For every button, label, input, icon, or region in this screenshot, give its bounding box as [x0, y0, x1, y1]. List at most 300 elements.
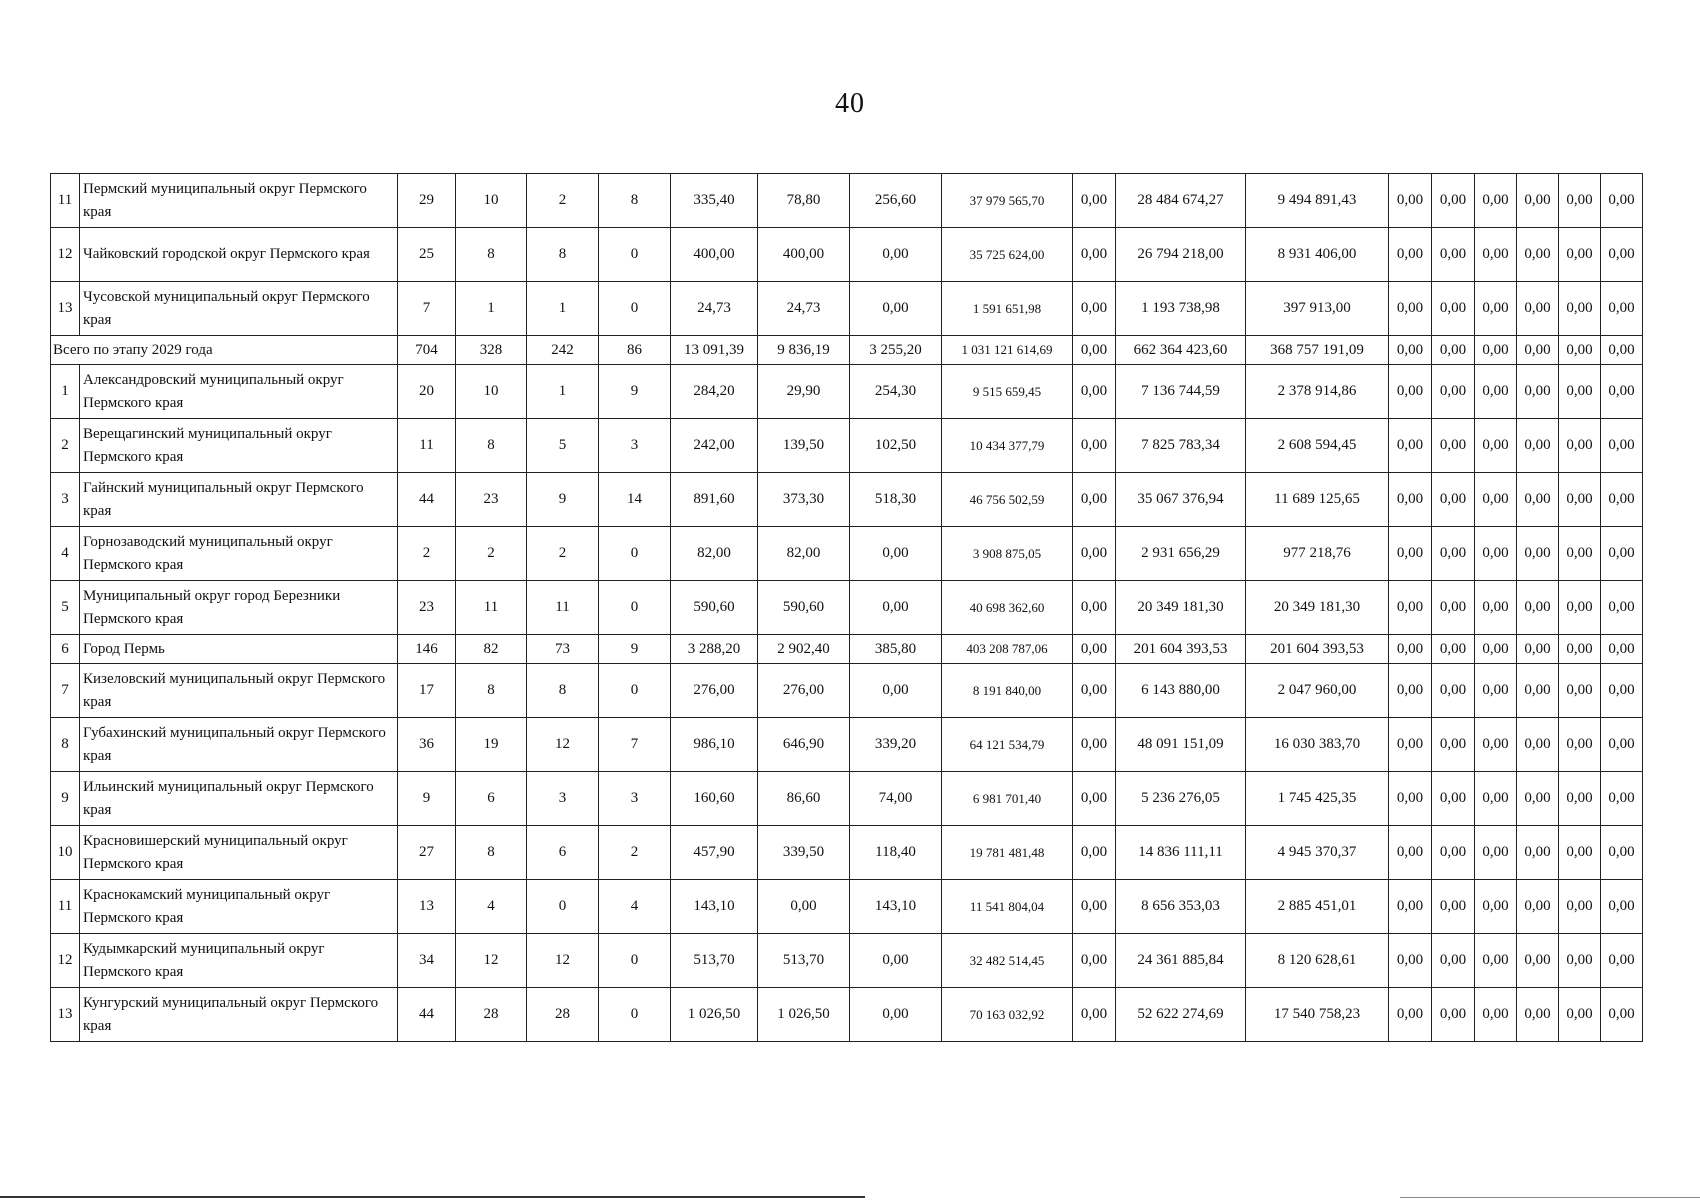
value-cell: 78,80 — [758, 174, 850, 228]
total-cost-cell: 3 908 875,05 — [942, 527, 1073, 581]
zero-value-cell: 0,00 — [1389, 988, 1432, 1042]
value-cell: 1 — [456, 282, 527, 336]
zero-value-cell: 0,00 — [1559, 365, 1601, 419]
value-cell: 9 — [599, 365, 671, 419]
zero-value-cell: 0,00 — [1475, 527, 1517, 581]
table-row — [51, 581, 1643, 635]
value-cell: 13 — [398, 880, 456, 934]
value-cell: 8 — [456, 228, 527, 282]
value-cell: 48 091 151,09 — [1116, 718, 1246, 772]
zero-value-cell: 0,00 — [1517, 336, 1559, 365]
municipality-name-cell: Красновишерский муниципальный округ Пермского края — [80, 826, 398, 880]
value-cell: 276,00 — [758, 664, 850, 718]
zero-value-cell: 0,00 — [1517, 228, 1559, 282]
zero-value-cell: 0,00 — [1601, 365, 1643, 419]
value-cell: 23 — [398, 581, 456, 635]
zero-value-cell: 0,00 — [1475, 880, 1517, 934]
zero-value-cell: 0,00 — [1432, 527, 1475, 581]
municipality-name-cell: Муниципальный округ город Березники Пермского края — [80, 581, 398, 635]
value-cell: 11 — [456, 581, 527, 635]
value-cell: 0 — [599, 282, 671, 336]
value-cell: 201 604 393,53 — [1116, 635, 1246, 664]
value-cell: 0,00 — [1073, 826, 1116, 880]
zero-value-cell: 0,00 — [1389, 880, 1432, 934]
value-cell: 2 902,40 — [758, 635, 850, 664]
zero-value-cell: 0,00 — [1601, 527, 1643, 581]
value-cell: 0,00 — [1073, 473, 1116, 527]
zero-value-cell: 0,00 — [1559, 880, 1601, 934]
zero-value-cell: 0,00 — [1389, 419, 1432, 473]
value-cell: 2 — [527, 174, 599, 228]
value-cell: 8 — [456, 664, 527, 718]
total-cost-cell: 403 208 787,06 — [942, 635, 1073, 664]
zero-value-cell: 0,00 — [1601, 934, 1643, 988]
total-cost-cell: 10 434 377,79 — [942, 419, 1073, 473]
table-row — [51, 473, 1643, 527]
zero-value-cell: 0,00 — [1601, 228, 1643, 282]
zero-value-cell: 0,00 — [1517, 365, 1559, 419]
total-cost-cell: 19 781 481,48 — [942, 826, 1073, 880]
value-cell: 0 — [599, 934, 671, 988]
zero-value-cell: 0,00 — [1475, 419, 1517, 473]
zero-value-cell: 0,00 — [1475, 826, 1517, 880]
municipality-name-cell: Верещагинский муниципальный округ Пермского края — [80, 419, 398, 473]
zero-value-cell: 0,00 — [1475, 174, 1517, 228]
zero-value-cell: 0,00 — [1559, 988, 1601, 1042]
zero-value-cell: 0,00 — [1475, 635, 1517, 664]
value-cell: 2 047 960,00 — [1246, 664, 1389, 718]
value-cell: 0,00 — [1073, 365, 1116, 419]
value-cell: 385,80 — [850, 635, 942, 664]
value-cell: 23 — [456, 473, 527, 527]
zero-value-cell: 0,00 — [1432, 664, 1475, 718]
total-cost-cell: 1 591 651,98 — [942, 282, 1073, 336]
table-row — [51, 635, 1643, 664]
zero-value-cell: 0,00 — [1432, 635, 1475, 664]
zero-value-cell: 0,00 — [1432, 772, 1475, 826]
value-cell: 102,50 — [850, 419, 942, 473]
zero-value-cell: 0,00 — [1517, 718, 1559, 772]
value-cell: 9 — [398, 772, 456, 826]
zero-value-cell: 0,00 — [1601, 635, 1643, 664]
table-row — [51, 419, 1643, 473]
zero-value-cell: 0,00 — [1475, 336, 1517, 365]
value-cell: 8 656 353,03 — [1116, 880, 1246, 934]
row-number-cell: 13 — [51, 988, 80, 1042]
zero-value-cell: 0,00 — [1601, 336, 1643, 365]
value-cell: 8 — [456, 826, 527, 880]
value-cell: 9 836,19 — [758, 336, 850, 365]
value-cell: 0,00 — [758, 880, 850, 934]
value-cell: 1 745 425,35 — [1246, 772, 1389, 826]
value-cell: 254,30 — [850, 365, 942, 419]
row-number-cell: 5 — [51, 581, 80, 635]
zero-value-cell: 0,00 — [1475, 282, 1517, 336]
value-cell: 28 — [456, 988, 527, 1042]
zero-value-cell: 0,00 — [1389, 826, 1432, 880]
zero-value-cell: 0,00 — [1517, 419, 1559, 473]
table-body — [51, 174, 1643, 1042]
value-cell: 662 364 423,60 — [1116, 336, 1246, 365]
table-row — [51, 826, 1643, 880]
value-cell: 13 091,39 — [671, 336, 758, 365]
value-cell: 373,30 — [758, 473, 850, 527]
value-cell: 25 — [398, 228, 456, 282]
zero-value-cell: 0,00 — [1475, 772, 1517, 826]
zero-value-cell: 0,00 — [1559, 718, 1601, 772]
value-cell: 139,50 — [758, 419, 850, 473]
value-cell: 0 — [599, 527, 671, 581]
total-cost-cell: 64 121 534,79 — [942, 718, 1073, 772]
zero-value-cell: 0,00 — [1601, 174, 1643, 228]
table-row — [51, 282, 1643, 336]
value-cell: 9 — [527, 473, 599, 527]
value-cell: 2 378 914,86 — [1246, 365, 1389, 419]
value-cell: 20 349 181,30 — [1116, 581, 1246, 635]
value-cell: 74,00 — [850, 772, 942, 826]
value-cell: 0,00 — [1073, 581, 1116, 635]
zero-value-cell: 0,00 — [1601, 664, 1643, 718]
value-cell: 3 — [527, 772, 599, 826]
total-cost-cell: 46 756 502,59 — [942, 473, 1073, 527]
value-cell: 12 — [456, 934, 527, 988]
value-cell: 82 — [456, 635, 527, 664]
value-cell: 28 — [527, 988, 599, 1042]
zero-value-cell: 0,00 — [1475, 228, 1517, 282]
value-cell: 26 794 218,00 — [1116, 228, 1246, 282]
value-cell: 82,00 — [758, 527, 850, 581]
value-cell: 7 — [398, 282, 456, 336]
value-cell: 0,00 — [1073, 880, 1116, 934]
zero-value-cell: 0,00 — [1475, 365, 1517, 419]
value-cell: 4 — [456, 880, 527, 934]
value-cell: 8 — [456, 419, 527, 473]
zero-value-cell: 0,00 — [1389, 336, 1432, 365]
row-number-cell: 4 — [51, 527, 80, 581]
value-cell: 12 — [527, 934, 599, 988]
zero-value-cell: 0,00 — [1389, 664, 1432, 718]
value-cell: 242,00 — [671, 419, 758, 473]
value-cell: 118,40 — [850, 826, 942, 880]
zero-value-cell: 0,00 — [1432, 718, 1475, 772]
value-cell: 2 — [527, 527, 599, 581]
value-cell: 0 — [599, 988, 671, 1042]
value-cell: 14 836 111,11 — [1116, 826, 1246, 880]
value-cell: 3 — [599, 772, 671, 826]
row-number-cell: 8 — [51, 718, 80, 772]
value-cell: 1 — [527, 282, 599, 336]
value-cell: 24,73 — [671, 282, 758, 336]
value-cell: 6 — [527, 826, 599, 880]
row-number-cell: 13 — [51, 282, 80, 336]
value-cell: 513,70 — [671, 934, 758, 988]
municipality-name-cell: Кудымкарский муниципальный округ Пермского края — [80, 934, 398, 988]
value-cell: 1 026,50 — [758, 988, 850, 1042]
value-cell: 8 — [527, 664, 599, 718]
value-cell: 242 — [527, 336, 599, 365]
zero-value-cell: 0,00 — [1475, 718, 1517, 772]
total-cost-cell: 6 981 701,40 — [942, 772, 1073, 826]
zero-value-cell: 0,00 — [1389, 772, 1432, 826]
total-cost-cell: 8 191 840,00 — [942, 664, 1073, 718]
value-cell: 10 — [456, 174, 527, 228]
value-cell: 0,00 — [1073, 718, 1116, 772]
value-cell: 44 — [398, 988, 456, 1042]
zero-value-cell: 0,00 — [1389, 527, 1432, 581]
zero-value-cell: 0,00 — [1475, 581, 1517, 635]
value-cell: 52 622 274,69 — [1116, 988, 1246, 1042]
value-cell: 1 026,50 — [671, 988, 758, 1042]
value-cell: 11 — [527, 581, 599, 635]
value-cell: 518,30 — [850, 473, 942, 527]
zero-value-cell: 0,00 — [1559, 635, 1601, 664]
row-number-cell: 12 — [51, 228, 80, 282]
zero-value-cell: 0,00 — [1559, 473, 1601, 527]
zero-value-cell: 0,00 — [1601, 826, 1643, 880]
value-cell: 17 540 758,23 — [1246, 988, 1389, 1042]
value-cell: 10 — [456, 365, 527, 419]
value-cell: 11 — [398, 419, 456, 473]
value-cell: 8 931 406,00 — [1246, 228, 1389, 282]
row-number-cell: 2 — [51, 419, 80, 473]
zero-value-cell: 0,00 — [1517, 527, 1559, 581]
zero-value-cell: 0,00 — [1389, 228, 1432, 282]
row-number-cell: 6 — [51, 635, 80, 664]
value-cell: 5 — [527, 419, 599, 473]
value-cell: 0 — [599, 664, 671, 718]
value-cell: 590,60 — [758, 581, 850, 635]
value-cell: 2 608 594,45 — [1246, 419, 1389, 473]
zero-value-cell: 0,00 — [1517, 880, 1559, 934]
total-cost-cell: 35 725 624,00 — [942, 228, 1073, 282]
value-cell: 0,00 — [1073, 635, 1116, 664]
value-cell: 646,90 — [758, 718, 850, 772]
value-cell: 2 — [456, 527, 527, 581]
value-cell: 986,10 — [671, 718, 758, 772]
value-cell: 143,10 — [671, 880, 758, 934]
table-row — [51, 174, 1643, 228]
value-cell: 2 885 451,01 — [1246, 880, 1389, 934]
zero-value-cell: 0,00 — [1517, 581, 1559, 635]
data-table — [50, 173, 1643, 1042]
zero-value-cell: 0,00 — [1559, 581, 1601, 635]
zero-value-cell: 0,00 — [1432, 282, 1475, 336]
value-cell: 400,00 — [758, 228, 850, 282]
total-label-cell: Всего по этапу 2029 года — [51, 336, 398, 365]
value-cell: 29,90 — [758, 365, 850, 419]
zero-value-cell: 0,00 — [1601, 988, 1643, 1042]
page-number: 40 — [835, 88, 865, 119]
zero-value-cell: 0,00 — [1475, 934, 1517, 988]
value-cell: 8 — [599, 174, 671, 228]
zero-value-cell: 0,00 — [1559, 772, 1601, 826]
municipality-name-cell: Кизеловский муниципальный округ Пермского края — [80, 664, 398, 718]
zero-value-cell: 0,00 — [1601, 581, 1643, 635]
zero-value-cell: 0,00 — [1517, 988, 1559, 1042]
value-cell: 3 — [599, 419, 671, 473]
value-cell: 0,00 — [1073, 934, 1116, 988]
value-cell: 0,00 — [850, 934, 942, 988]
value-cell: 0,00 — [850, 228, 942, 282]
value-cell: 20 — [398, 365, 456, 419]
value-cell: 8 120 628,61 — [1246, 934, 1389, 988]
value-cell: 6 143 880,00 — [1116, 664, 1246, 718]
zero-value-cell: 0,00 — [1559, 664, 1601, 718]
value-cell: 28 484 674,27 — [1116, 174, 1246, 228]
value-cell: 11 689 125,65 — [1246, 473, 1389, 527]
zero-value-cell: 0,00 — [1475, 473, 1517, 527]
municipality-name-cell: Александровский муниципальный округ Пермского края — [80, 365, 398, 419]
row-number-cell: 12 — [51, 934, 80, 988]
municipality-name-cell: Чайковский городской округ Пермского края — [80, 228, 398, 282]
value-cell: 24,73 — [758, 282, 850, 336]
zero-value-cell: 0,00 — [1601, 880, 1643, 934]
zero-value-cell: 0,00 — [1601, 718, 1643, 772]
value-cell: 0,00 — [1073, 988, 1116, 1042]
row-number-cell: 7 — [51, 664, 80, 718]
value-cell: 1 — [527, 365, 599, 419]
value-cell: 8 — [527, 228, 599, 282]
value-cell: 0,00 — [1073, 336, 1116, 365]
zero-value-cell: 0,00 — [1517, 826, 1559, 880]
value-cell: 339,50 — [758, 826, 850, 880]
zero-value-cell: 0,00 — [1601, 772, 1643, 826]
zero-value-cell: 0,00 — [1389, 934, 1432, 988]
value-cell: 36 — [398, 718, 456, 772]
zero-value-cell: 0,00 — [1432, 228, 1475, 282]
value-cell: 0,00 — [1073, 772, 1116, 826]
table-row — [51, 772, 1643, 826]
value-cell: 201 604 393,53 — [1246, 635, 1389, 664]
zero-value-cell: 0,00 — [1389, 581, 1432, 635]
row-number-cell: 11 — [51, 880, 80, 934]
value-cell: 590,60 — [671, 581, 758, 635]
value-cell: 0,00 — [1073, 527, 1116, 581]
zero-value-cell: 0,00 — [1432, 934, 1475, 988]
municipality-name-cell: Губахинский муниципальный округ Пермского края — [80, 718, 398, 772]
row-number-cell: 11 — [51, 174, 80, 228]
table-row — [51, 365, 1643, 419]
value-cell: 6 — [456, 772, 527, 826]
value-cell: 7 136 744,59 — [1116, 365, 1246, 419]
zero-value-cell: 0,00 — [1517, 664, 1559, 718]
value-cell: 5 236 276,05 — [1116, 772, 1246, 826]
value-cell: 9 — [599, 635, 671, 664]
value-cell: 0,00 — [850, 527, 942, 581]
value-cell: 9 494 891,43 — [1246, 174, 1389, 228]
value-cell: 3 255,20 — [850, 336, 942, 365]
zero-value-cell: 0,00 — [1389, 635, 1432, 664]
zero-value-cell: 0,00 — [1559, 527, 1601, 581]
total-cost-cell: 70 163 032,92 — [942, 988, 1073, 1042]
value-cell: 0,00 — [1073, 419, 1116, 473]
municipality-name-cell: Пермский муниципальный округ Пермского края — [80, 174, 398, 228]
zero-value-cell: 0,00 — [1559, 826, 1601, 880]
zero-value-cell: 0,00 — [1389, 473, 1432, 527]
total-cost-cell: 40 698 362,60 — [942, 581, 1073, 635]
table-row — [51, 880, 1643, 934]
value-cell: 0,00 — [850, 282, 942, 336]
value-cell: 0,00 — [850, 664, 942, 718]
value-cell: 14 — [599, 473, 671, 527]
scan-edge-line — [1400, 1197, 1700, 1198]
zero-value-cell: 0,00 — [1432, 473, 1475, 527]
value-cell: 16 030 383,70 — [1246, 718, 1389, 772]
value-cell: 977 218,76 — [1246, 527, 1389, 581]
zero-value-cell: 0,00 — [1432, 365, 1475, 419]
value-cell: 400,00 — [671, 228, 758, 282]
value-cell: 0 — [527, 880, 599, 934]
zero-value-cell: 0,00 — [1517, 772, 1559, 826]
municipality-name-cell: Гайнский муниципальный округ Пермского края — [80, 473, 398, 527]
zero-value-cell: 0,00 — [1389, 718, 1432, 772]
value-cell: 0 — [599, 228, 671, 282]
zero-value-cell: 0,00 — [1559, 336, 1601, 365]
zero-value-cell: 0,00 — [1517, 282, 1559, 336]
value-cell: 457,90 — [671, 826, 758, 880]
row-number-cell: 10 — [51, 826, 80, 880]
value-cell: 73 — [527, 635, 599, 664]
zero-value-cell: 0,00 — [1432, 336, 1475, 365]
municipality-name-cell: Чусовской муниципальный округ Пермского края — [80, 282, 398, 336]
zero-value-cell: 0,00 — [1559, 934, 1601, 988]
value-cell: 256,60 — [850, 174, 942, 228]
row-number-cell: 1 — [51, 365, 80, 419]
value-cell: 0 — [599, 581, 671, 635]
row-number-cell: 9 — [51, 772, 80, 826]
value-cell: 20 349 181,30 — [1246, 581, 1389, 635]
value-cell: 82,00 — [671, 527, 758, 581]
zero-value-cell: 0,00 — [1517, 174, 1559, 228]
value-cell: 0,00 — [1073, 174, 1116, 228]
zero-value-cell: 0,00 — [1475, 664, 1517, 718]
value-cell: 368 757 191,09 — [1246, 336, 1389, 365]
value-cell: 146 — [398, 635, 456, 664]
value-cell: 397 913,00 — [1246, 282, 1389, 336]
value-cell: 7 — [599, 718, 671, 772]
zero-value-cell: 0,00 — [1601, 473, 1643, 527]
scan-edge-line — [0, 1196, 865, 1198]
value-cell: 276,00 — [671, 664, 758, 718]
value-cell: 513,70 — [758, 934, 850, 988]
value-cell: 704 — [398, 336, 456, 365]
value-cell: 4 — [599, 880, 671, 934]
municipality-name-cell: Город Пермь — [80, 635, 398, 664]
zero-value-cell: 0,00 — [1559, 228, 1601, 282]
value-cell: 35 067 376,94 — [1116, 473, 1246, 527]
value-cell: 0,00 — [1073, 228, 1116, 282]
zero-value-cell: 0,00 — [1432, 419, 1475, 473]
value-cell: 12 — [527, 718, 599, 772]
value-cell: 34 — [398, 934, 456, 988]
zero-value-cell: 0,00 — [1432, 174, 1475, 228]
value-cell: 17 — [398, 664, 456, 718]
zero-value-cell: 0,00 — [1475, 988, 1517, 1042]
value-cell: 2 — [398, 527, 456, 581]
value-cell: 24 361 885,84 — [1116, 934, 1246, 988]
value-cell: 0,00 — [850, 988, 942, 1042]
zero-value-cell: 0,00 — [1389, 365, 1432, 419]
zero-value-cell: 0,00 — [1601, 419, 1643, 473]
zero-value-cell: 0,00 — [1559, 174, 1601, 228]
total-cost-cell: 1 031 121 614,69 — [942, 336, 1073, 365]
value-cell: 1 193 738,98 — [1116, 282, 1246, 336]
zero-value-cell: 0,00 — [1517, 635, 1559, 664]
value-cell: 0,00 — [1073, 664, 1116, 718]
table-row — [51, 988, 1643, 1042]
zero-value-cell: 0,00 — [1559, 282, 1601, 336]
value-cell: 284,20 — [671, 365, 758, 419]
